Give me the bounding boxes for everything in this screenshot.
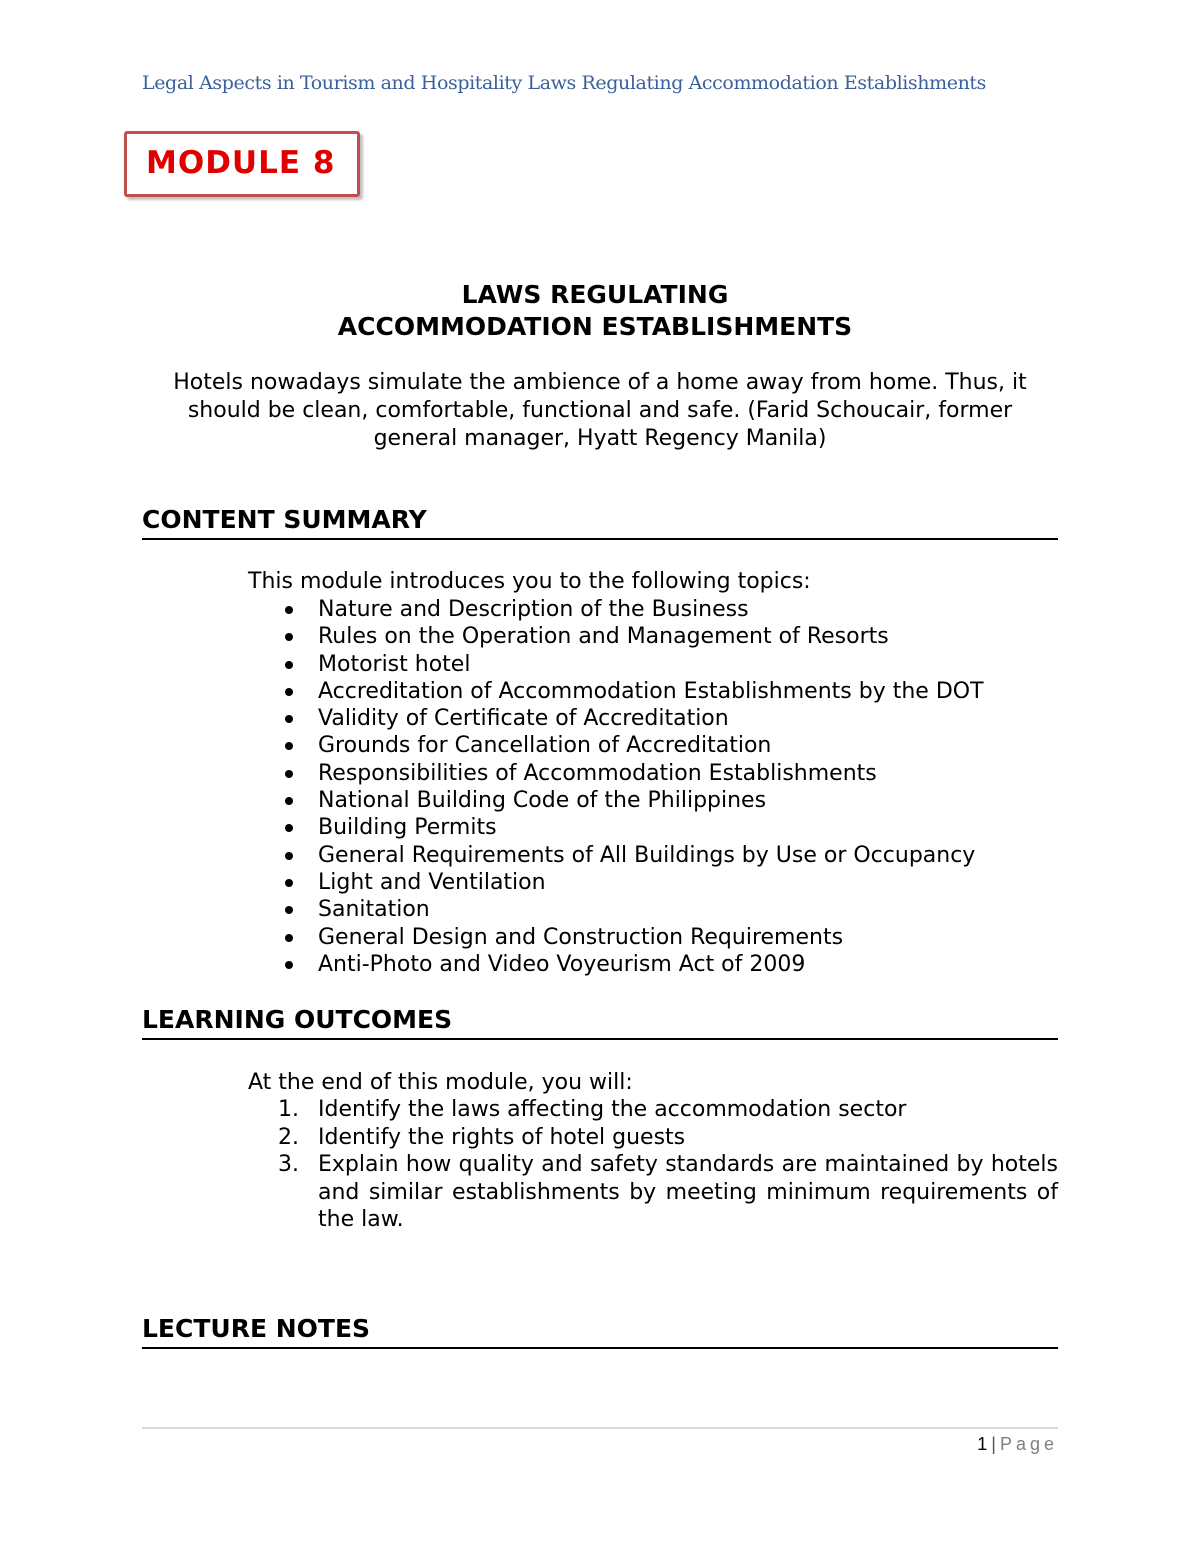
page-title-line-2: ACCOMMODATION ESTABLISHMENTS xyxy=(337,312,853,341)
module-badge-label: MODULE 8 xyxy=(146,145,336,181)
page-number xyxy=(977,1434,1058,1455)
page-label: Page xyxy=(999,1434,1058,1454)
quote-line-1: Hotels nowadays simulate the ambience of a home away from home. Thus, it xyxy=(173,370,1027,395)
page-number-separator: | xyxy=(991,1434,996,1454)
list-number: 1. xyxy=(278,1097,299,1122)
list-item: Anti-Photo and Video Voyeurism Act of 2009 xyxy=(285,951,984,978)
footer-divider xyxy=(142,1427,1058,1429)
content-summary-intro: This module introduces you to the following topics: xyxy=(248,569,811,594)
list-item: Light and Ventilation xyxy=(285,869,984,896)
quote-line-2: should be clean, comfortable, functional and safe. (Farid Schoucair, former xyxy=(187,398,1013,423)
quote-line-3: general manager, Hyatt Regency Manila) xyxy=(373,426,827,451)
list-item: General Design and Construction Requirements xyxy=(285,924,984,951)
list-item: Motorist hotel xyxy=(285,651,984,678)
list-item-text: Identify the laws affecting the accommodation sector xyxy=(318,1097,907,1122)
list-item: General Requirements of All Buildings by Use or Occupancy xyxy=(285,842,984,869)
epigraph-quote xyxy=(142,369,1058,453)
list-item: Nature and Description of the Business xyxy=(285,596,984,623)
content-summary-heading: CONTENT SUMMARY xyxy=(142,505,1058,540)
list-item: Responsibilities of Accommodation Establishments xyxy=(285,760,984,787)
list-item: Building Permits xyxy=(285,814,984,841)
list-number: 2. xyxy=(278,1124,299,1150)
topics-list xyxy=(285,596,984,978)
learning-outcomes-intro: At the end of this module, you will: xyxy=(248,1070,633,1095)
module-badge xyxy=(124,131,360,197)
list-item: Sanitation xyxy=(285,896,984,923)
list-item: Accreditation of Accommodation Establishments by the DOT xyxy=(285,678,984,705)
running-header: Legal Aspects in Tourism and Hospitality Laws Regulating Accommodation Establishments xyxy=(142,72,986,94)
list-item: Rules on the Operation and Management of Resorts xyxy=(285,623,984,650)
list-item-text: Explain how quality and safety standards are maintained by hotels and similar establishments by meeting minimum requirements of the law. xyxy=(318,1152,1058,1232)
list-item xyxy=(278,1124,1058,1152)
list-item xyxy=(278,1096,1058,1124)
learning-outcomes-heading: LEARNING OUTCOMES xyxy=(142,1005,1058,1040)
outcomes-list xyxy=(278,1096,1058,1234)
list-item: National Building Code of the Philippines xyxy=(285,787,984,814)
lecture-notes-heading: LECTURE NOTES xyxy=(142,1314,1058,1349)
page-number-value: 1 xyxy=(977,1434,988,1454)
list-number: 3. xyxy=(278,1152,299,1177)
list-item-text: Identify the rights of hotel guests xyxy=(318,1124,686,1150)
list-item: Validity of Certificate of Accreditation xyxy=(285,705,984,732)
list-item xyxy=(278,1151,1058,1234)
list-item: Grounds for Cancellation of Accreditation xyxy=(285,732,984,759)
page-title-line-1: LAWS REGULATING xyxy=(461,280,729,309)
